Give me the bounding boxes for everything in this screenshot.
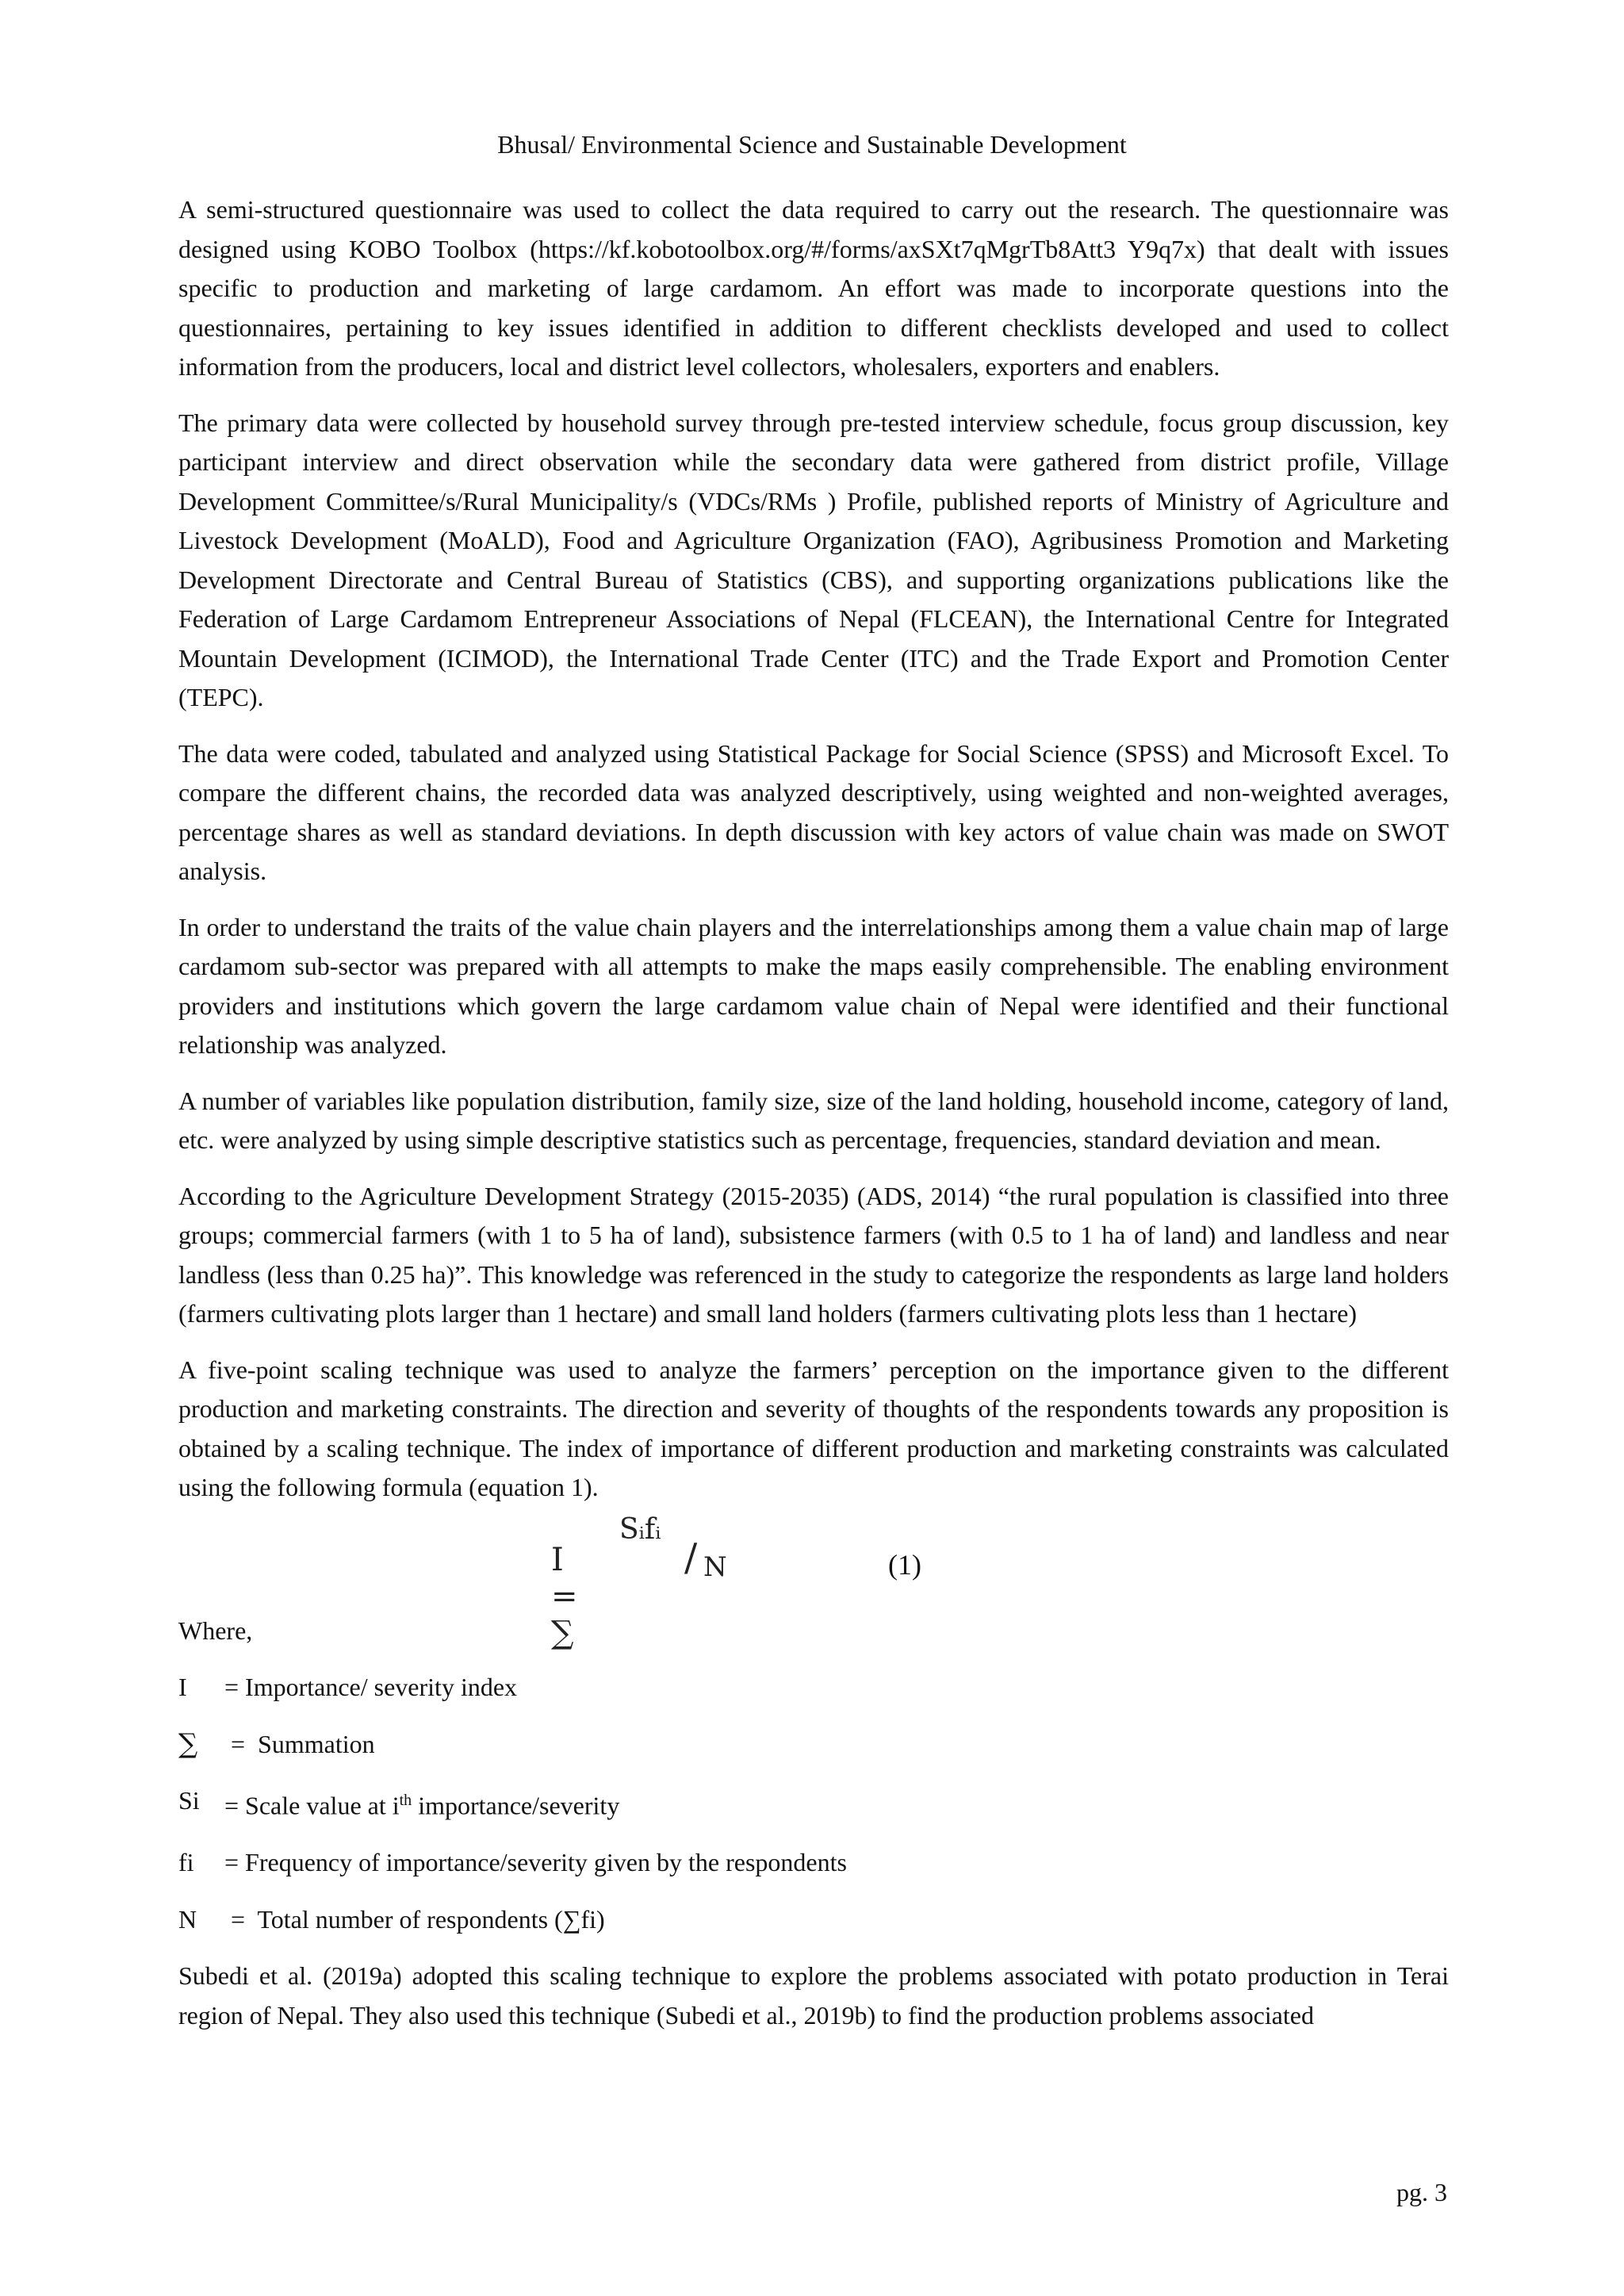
definition-symbol: fi	[178, 1848, 194, 1877]
paragraph-data-sources: The primary data were collected by household survey through pre-tested interview schedule, focus group discussion, key participant interview and direct observation while the secondary data were gathered from district profile, Village Development Committee/s/Rural Municipality/s (VDCs/RMs ) Profile, published reports of Ministry of Agriculture and Livestock Development (MoALD), Food and Agriculture Organization (FAO), Agribusiness Promotion and Marketing Development Directorate and Central Bureau of Statistics (CBS), and supporting organizations publications like the Federation of Large Cardamom Entrepreneur Associations of Nepal (FLCEAN), the International Centre for Integrated Mountain Development (ICIMOD), the International Trade Center (ITC) and the Trade Export and Promotion Center (TEPC).	[178, 408, 1449, 711]
equation-denominator: N	[703, 1550, 727, 1583]
definition-symbol: I	[178, 1673, 187, 1701]
equation-lhs: I = ∑	[551, 1541, 578, 1651]
definition-text: = Frequency of importance/severity given by the respondents	[224, 1848, 847, 1877]
superscript-th: th	[399, 1792, 412, 1809]
definition-symbol: Si	[178, 1786, 200, 1815]
paragraph-value-chain-map: In order to understand the traits of the value chain players and the interrelationships among them a value chain map of large cardamom sub-sector was prepared with all attempts to make the maps easily comprehensible. The enabling environment providers and institutions which govern the large cardamom value chain of Nepal were identified and their functional relationship was analyzed.	[178, 912, 1449, 1059]
equation-numerator: Sᵢfᵢ	[619, 1512, 661, 1546]
paragraph-variables: A number of variables like population distribution, family size, size of the land holding, household income, category of land, etc. were analyzed by using simple descriptive statistics such as percentage, frequencies, standard deviation and mean.	[178, 1086, 1449, 1154]
paragraph-scaling-technique: A five-point scaling technique was used to analyze the farmers’ perception on the importance given to the different production and marketing constraints. The direction and severity of thoughts of the respondents towards any proposition is obtained by a scaling technique. The index of importance of different production and marketing constraints was calculated using the following formula (equation 1).	[178, 1355, 1449, 1501]
definition-row	[178, 1668, 1449, 1708]
definition-text: = Total number of respondents (∑fi)	[224, 1904, 605, 1934]
definition-row	[178, 1725, 1449, 1765]
equation-slash: /	[684, 1535, 698, 1580]
definition-text	[224, 1781, 619, 1826]
definition-text: = Summation	[224, 1729, 375, 1758]
where-label: Where,	[178, 1616, 253, 1645]
paragraph-ads-classification: According to the Agriculture Development Strategy (2015-2035) (ADS, 2014) “the rural population is classified into three groups; commercial farmers (with 1 to 5 ha of land), subsistence farmers (with 0.5 to 1 ha of land) and landless and near landless (less than 0.25 ha)”. This knowledge was referenced in the study to categorize the respondents as large land holders (farmers cultivating plots larger than 1 hectare) and small land holders (farmers cultivating plots less than 1 hectare)	[178, 1181, 1449, 1328]
paragraph-data-analysis: The data were coded, tabulated and analyzed using Statistical Package for Social Science (SPSS) and Microsoft Excel. To compare the different chains, the recorded data was analyzed descriptively, using weighted and non-weighted averages, percentage shares as well as standard deviations. In depth discussion with key actors of value chain was made on SWOT analysis.	[178, 738, 1449, 885]
definition-row	[178, 1900, 1449, 1940]
page-number: pg. 3	[1396, 2178, 1447, 2206]
definition-text-after: importance/severity	[412, 1791, 620, 1820]
paragraph-closing: Subedi et al. (2019a) adopted this scaling technique to explore the problems associated with potato production in Terai region of Nepal. They also used this technique (Subedi et al., 2019b) to find the production problems associated	[178, 1961, 1449, 2030]
equation-number: (1)	[888, 1548, 921, 1581]
running-header: Bhusal/ Environmental Science and Sustainable Development	[497, 130, 1127, 159]
definition-row	[178, 1781, 1449, 1826]
definition-text-main: = Scale value at i	[224, 1791, 400, 1820]
summation-symbol: ∑	[178, 1727, 198, 1760]
definition-symbol: N	[178, 1904, 197, 1934]
definition-text: = Importance/ severity index	[224, 1673, 518, 1701]
definition-row	[178, 1843, 1449, 1883]
paragraph-methods-questionnaire: A semi-structured questionnaire was used to collect the data required to carry out the research. The questionnaire was designed using KOBO Toolbox (https://kf.kobotoolbox.org/#/forms/axSXt7qMgrTb8Att3 Y9q7x) that dealt with issues specific to production and marketing of large cardamom. An effort was made to incorporate questions into the questionnaires, pertaining to key issues identified in addition to different checklists developed and used to collect information from the producers, local and district level collectors, wholesalers, exporters and enablers.	[178, 195, 1449, 381]
body-text	[178, 190, 1449, 2052]
